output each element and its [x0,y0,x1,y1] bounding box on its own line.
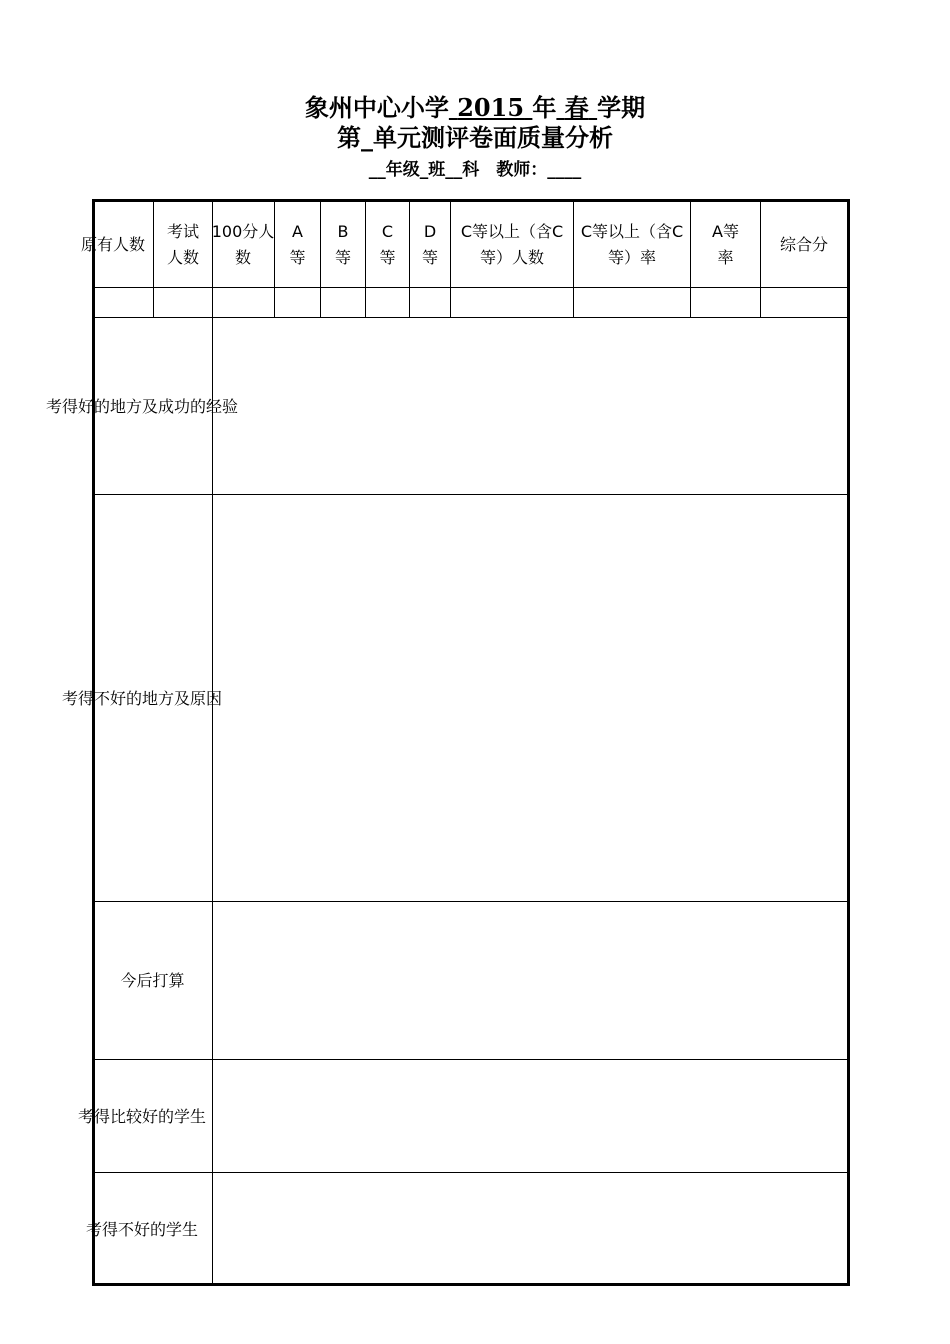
header-full-score-count: 100分人 数 [211,221,275,267]
label-good-students: 考得比较好的学生 [77,1106,206,1126]
label-poor-students: 考得不好的学生 [85,1220,199,1239]
header-grade-c: C 等 [379,221,396,267]
header-exam-count: 考试 人数 [166,221,199,267]
header-c-above-count: C等以上（含C 等）人数 [460,221,564,267]
header-grade-d: D 等 [421,221,438,267]
document-title [0,92,950,124]
row-divider [92,287,850,288]
year-suffix: 年 [532,93,557,122]
header-original-count: 原有人数 [80,234,145,254]
row-divider [92,1172,850,1173]
season-field: 春 [564,93,589,122]
header-grade-b: B 等 [334,221,351,267]
label-good-points: 考得好的地方及成功的经验 [45,396,239,416]
term-suffix: 学期 [597,93,646,122]
label-bad-points: 考得不好的地方及原因 [61,688,223,708]
document-subtitle: 第_单元测评卷面质量分析 [337,123,613,152]
header-composite-score: 综合分 [779,234,828,254]
class-teacher-line: __年级_班__科 教师：____ [368,160,582,180]
label-future-plan: 今后打算 [120,971,185,990]
header-grade-a: A 等 [289,221,306,267]
header-a-rate: A等 率 [712,221,739,267]
header-c-above-rate: C等以上（含C 等）率 [580,221,684,267]
year-field: 2015 [457,93,525,122]
school-name: 象州中心小学 [304,93,449,122]
